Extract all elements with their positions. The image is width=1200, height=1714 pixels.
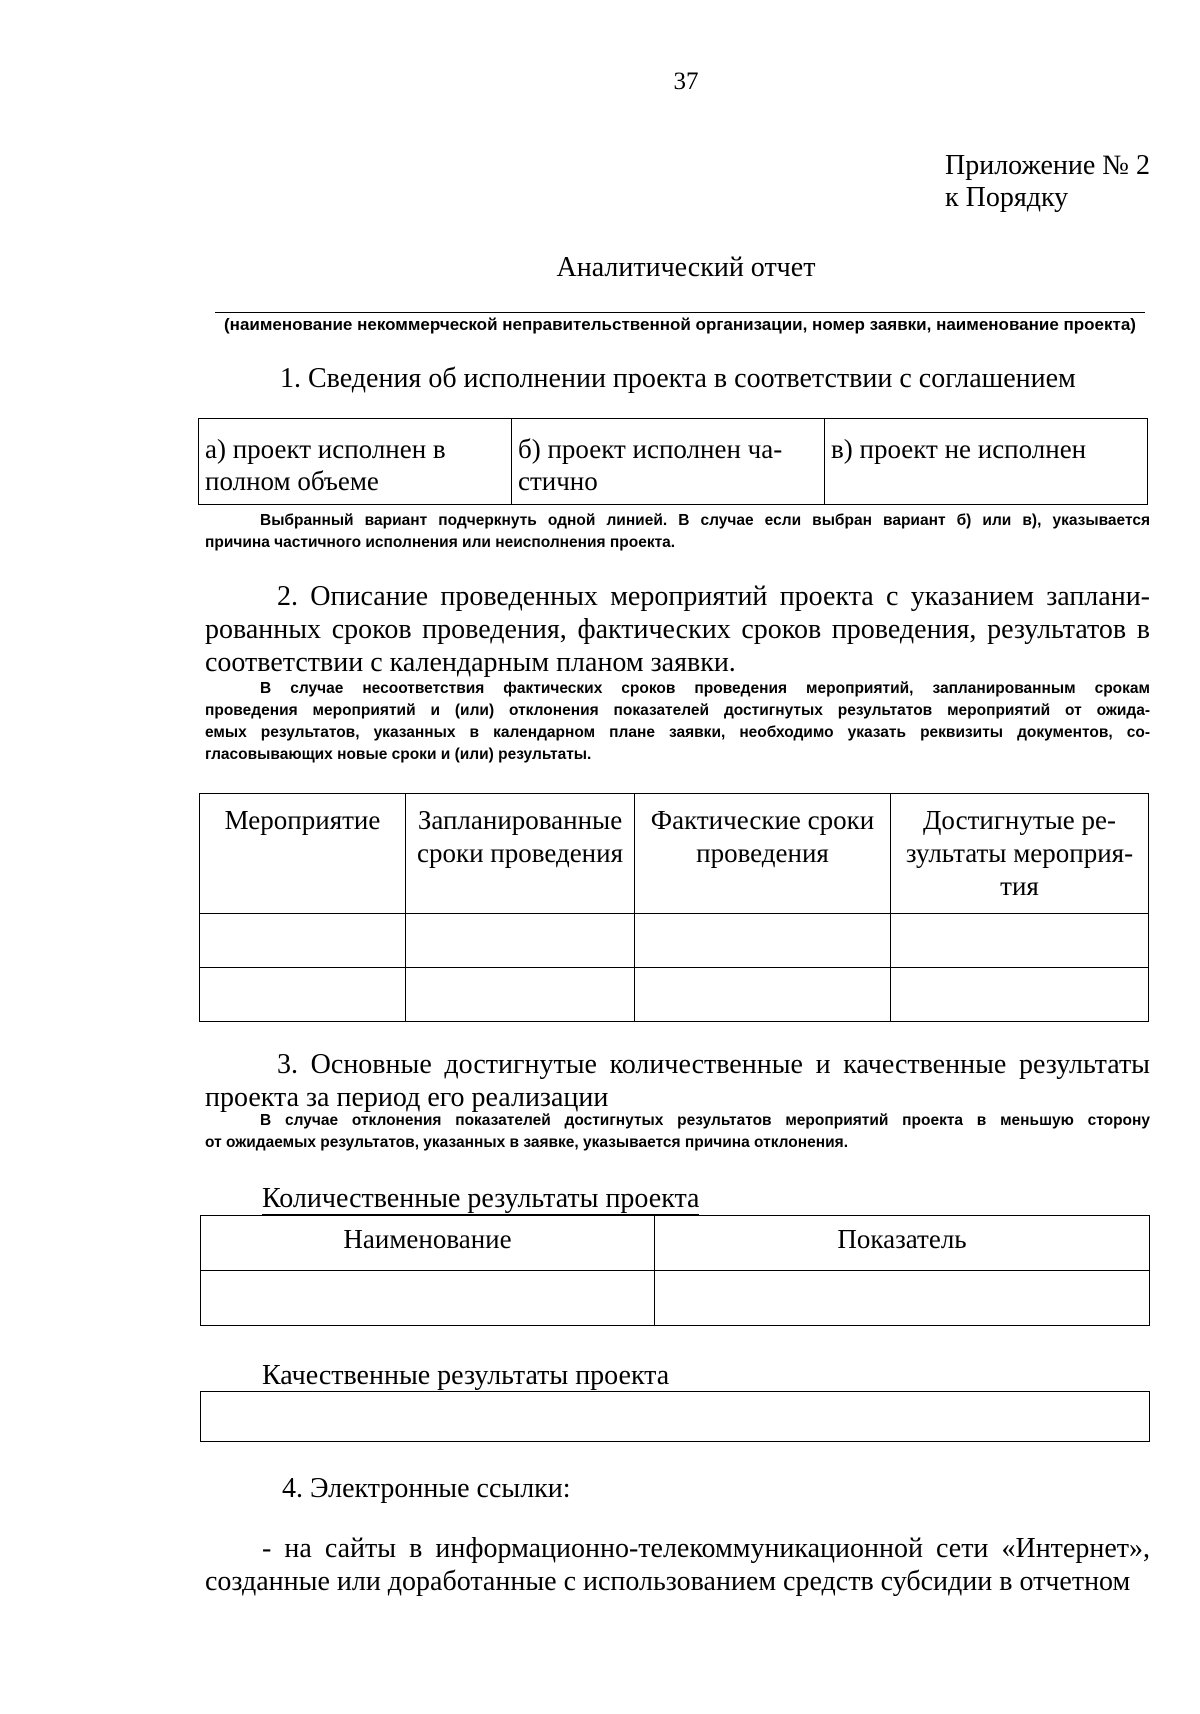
section2-note-line2: проведения мероприятий и (или) отклонения показателей достигнутых результатов мероприятий от ожида- — [205, 702, 1150, 719]
section1-note-line1: Выбранный вариант подчеркнуть одной линией. В случае если выбран вариант б) или в), указывается — [260, 512, 1150, 529]
quantitative-header-row — [201, 1216, 1150, 1271]
table-cell[interactable] — [406, 914, 635, 968]
table-cell[interactable] — [635, 968, 891, 1022]
events-col-event — [200, 794, 406, 914]
section2-heading-line2: рованных сроков проведения, фактических сроков проведения, результатов в — [205, 614, 1150, 645]
section2-note — [205, 678, 1150, 766]
section3-heading-line2: проекта за период его реализации — [205, 1082, 609, 1113]
quantitative-table — [200, 1215, 1150, 1326]
events-col-planned-line1: Запланированные — [417, 805, 623, 835]
section4-line1: - на сайты в информационно-телекоммуникационной сети «Интернет», — [262, 1533, 1150, 1564]
table-cell[interactable] — [406, 968, 635, 1022]
option-a-line1: а) проект исполнен в — [205, 434, 446, 464]
document-title: Аналитический отчет — [556, 252, 816, 283]
qualitative-title-text: Качественные результаты проекта — [262, 1360, 670, 1391]
events-col-actual — [635, 794, 891, 914]
quantitative-col-value: Показатель — [655, 1216, 1150, 1271]
events-header-row — [200, 794, 1149, 914]
section1-heading: 1. Сведения об исполнении проекта в соответствии с соглашением — [280, 363, 1076, 394]
quantitative-col-name: Наименование — [201, 1216, 655, 1271]
events-col-actual-line2: проведения — [696, 838, 829, 868]
appendix-line-1: Приложение № 2 — [945, 150, 1150, 181]
section2-note-line3: емых результатов, указанных в календарном плане заявки, необходимо указать реквизиты документов, со- — [205, 724, 1150, 741]
section1-note-line2: причина частичного исполнения или неисполнения проекта. — [205, 534, 676, 551]
section4-line2: созданные или доработанные с использованием средств субсидии в отчетном — [205, 1566, 1131, 1597]
option-b-line2: стично — [518, 466, 598, 496]
option-b-line1: б) проект исполнен ча- — [518, 434, 783, 464]
events-col-results — [891, 794, 1149, 914]
table-cell[interactable] — [655, 1271, 1150, 1326]
table-row — [201, 1392, 1150, 1442]
table-cell[interactable] — [891, 914, 1149, 968]
org-caption: (наименование некоммерческой неправительственной организации, номер заявки, наименование проекта) — [224, 315, 1136, 334]
events-col-planned-line2: сроки проведения — [416, 838, 623, 868]
section4-text — [205, 1532, 1150, 1598]
appendix-label — [945, 150, 1150, 214]
qualitative-table — [200, 1391, 1150, 1442]
section2-note-line1: В случае несоответствия фактических сроков проведения мероприятий, запланированным срокам — [260, 680, 1150, 697]
option-b — [512, 419, 825, 505]
section3-note-line2: от ожидаемых результатов, указанных в заявке, указывается причина отклонения. — [205, 1134, 849, 1151]
section3-heading — [205, 1048, 1150, 1114]
events-col-event-line1: Мероприятие — [224, 805, 381, 835]
option-a — [199, 419, 512, 505]
section2-heading — [205, 580, 1150, 679]
quantitative-title — [262, 1183, 699, 1215]
events-table — [199, 793, 1149, 1022]
table-cell[interactable] — [635, 914, 891, 968]
table-cell[interactable] — [200, 968, 406, 1022]
quantitative-title-text: Количественные результаты проекта — [262, 1183, 700, 1214]
section3-note — [205, 1110, 1150, 1154]
section2-note-line4: гласовывающих новые сроки и (или) результаты. — [205, 746, 592, 763]
table-cell[interactable] — [201, 1271, 655, 1326]
table-row — [200, 968, 1149, 1022]
section2-heading-line1: 2. Описание проведенных мероприятий проекта с указанием заплани- — [277, 581, 1150, 612]
section1-note — [205, 510, 1150, 554]
events-col-results-line3: тия — [1000, 871, 1039, 901]
table-row — [201, 1271, 1150, 1326]
section3-note-line1: В случае отклонения показателей достигнутых результатов мероприятий проекта в меньшую сторону — [260, 1112, 1150, 1129]
events-col-actual-line1: Фактические сроки — [650, 805, 875, 835]
events-col-results-line1: Достигнутые ре- — [923, 805, 1116, 835]
table-row — [200, 914, 1149, 968]
qualitative-title — [262, 1360, 669, 1392]
table-cell[interactable] — [201, 1392, 1150, 1442]
section3-heading-line1: 3. Основные достигнутые количественные и качественные результаты — [277, 1049, 1150, 1080]
events-col-results-line2: зультаты мероприя- — [905, 838, 1134, 868]
table-cell[interactable] — [200, 914, 406, 968]
table-cell[interactable] — [891, 968, 1149, 1022]
option-a-line2: полном объеме — [205, 466, 379, 496]
section2-heading-line3: соответствии с календарным планом заявки. — [205, 647, 736, 678]
section4-heading: 4. Электронные ссылки: — [282, 1473, 571, 1504]
option-c-line1: в) проект не исполнен — [831, 434, 1087, 464]
appendix-line-2: к Порядку — [945, 182, 1069, 213]
org-name-line — [215, 312, 1145, 313]
events-col-planned — [406, 794, 635, 914]
page-number: 37 — [673, 68, 699, 95]
options-table — [198, 418, 1148, 505]
option-c — [825, 419, 1148, 505]
